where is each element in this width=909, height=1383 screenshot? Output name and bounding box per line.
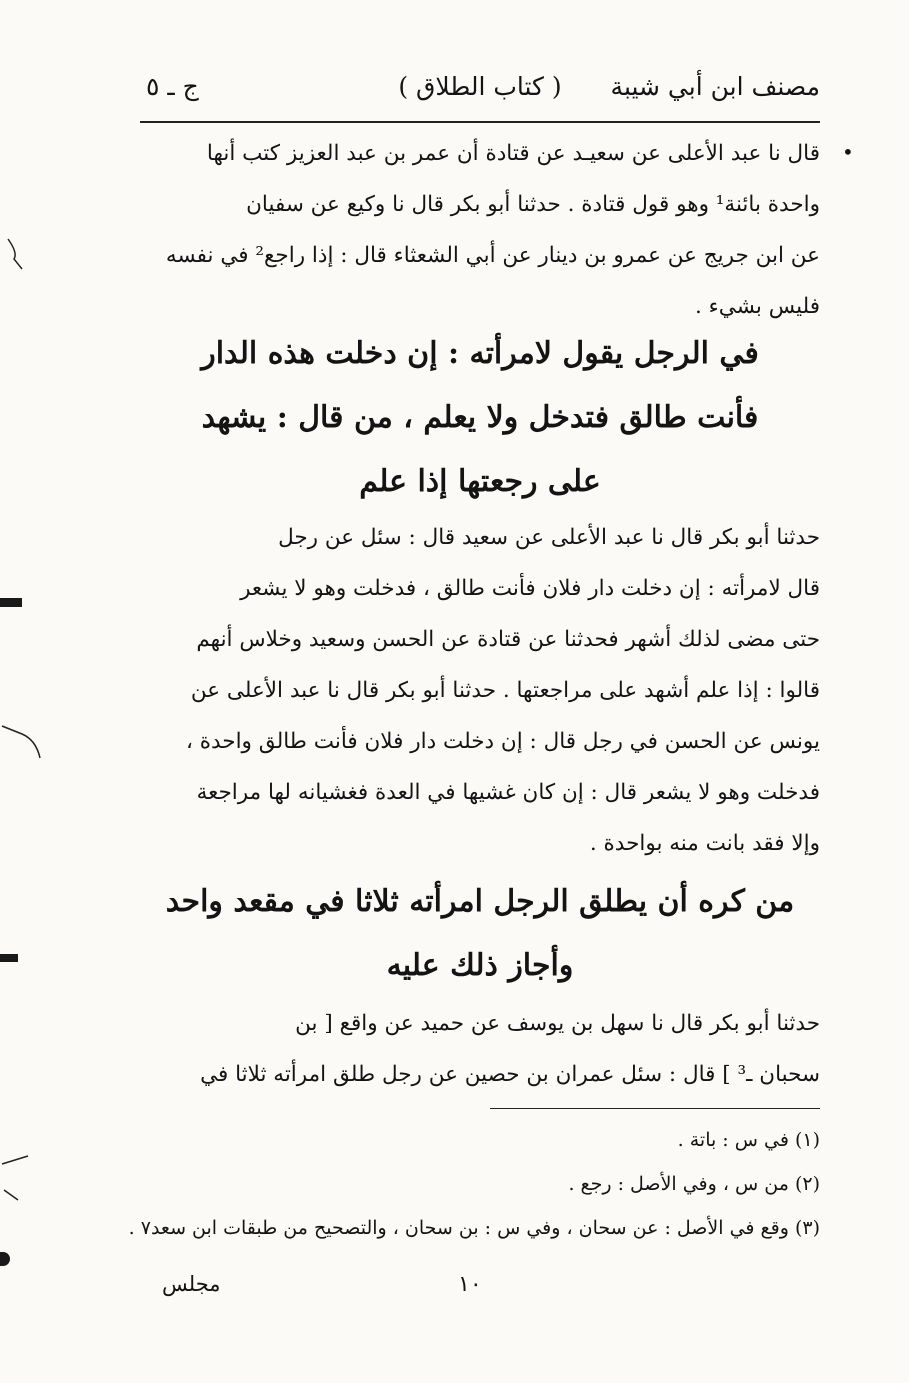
paragraph-1: [140, 128, 820, 332]
heading-line: في الرجل يقول لامرأته : إن دخلت هذه الدار: [201, 336, 759, 371]
text-line: سحبان ـ³ ] قال : سئل عمران بن حصين عن رجل طلق امرأته ثلاثا في: [200, 1062, 820, 1087]
text-line: قال لامرأته : إن دخلت دار فلان فأنت طالق ، فدخلت وهو لا يشعر: [240, 576, 820, 601]
scan-mark: [0, 598, 22, 607]
text-line: حدثنا أبو بكر قال نا سهل بن يوسف عن حميد عن واقع [ بن: [295, 1011, 820, 1036]
text-line: واحدة بائنة¹ وهو قول قتادة . حدثنا أبو بكر قال نا وكيع عن سفيان: [246, 192, 820, 217]
scan-mark: [0, 954, 18, 962]
page-number: ١٠: [458, 1272, 482, 1297]
footnote-3: (٣) وقع في الأصل : عن سحان ، وفي س : بن سحان ، والتصحيح من طبقات ابن سعد٧ .: [128, 1217, 820, 1239]
paragraph-2: [140, 512, 820, 869]
paragraph-3: [140, 998, 820, 1100]
text-line: عن ابن جريج عن عمرو بن دينار عن أبي الشعثاء قال : إذا راجع² في نفسه: [165, 243, 820, 268]
margin-scratch-icon: [0, 1150, 40, 1210]
text-line: يونس عن الحسن في رجل قال : إن دخلت دار فلان فأنت طالق واحدة ،: [185, 729, 820, 754]
scan-mark: [0, 1252, 10, 1266]
section-heading-2: [140, 870, 820, 998]
text-line: قال نا عبد الأعلى عن سعيـد عن قتادة أن عمر بن عبد العزيز كتب أنها: [206, 141, 820, 166]
volume-number: ج ـ ٥: [146, 72, 199, 101]
chapter-title: ( كتاب الطلاق ): [398, 72, 562, 101]
margin-bullet-icon: •: [842, 140, 854, 164]
header-rule: [140, 121, 820, 123]
running-header: [140, 62, 820, 112]
text-line: حدثنا أبو بكر قال نا عبد الأعلى عن سعيد قال : سئل عن رجل: [278, 525, 820, 550]
text-line: فدخلت وهو لا يشعر قال : إن كان غشيها في العدة فغشيانه لها مراجعة: [196, 780, 820, 805]
heading-line: فأنت طالق فتدخل ولا يعلم ، من قال : يشهد: [201, 400, 759, 435]
text-line: وإلا فقد بانت منه بواحدة .: [589, 831, 820, 856]
heading-line: من كره أن يطلق الرجل امرأته ثلاثا في مقعد واحد: [165, 884, 795, 919]
catchword: مجلس: [162, 1272, 221, 1296]
text-line: قالوا : إذا علم أشهد على مراجعتها . حدثنا أبو بكر قال نا عبد الأعلى عن: [190, 678, 820, 703]
heading-line: على رجعتها إذا علم: [359, 464, 601, 499]
heading-line: وأجاز ذلك عليه: [386, 948, 574, 983]
margin-scratch-icon: [0, 235, 40, 275]
margin-scratch-icon: [0, 720, 50, 770]
book-title: مصنف ابن أبي شيبة: [610, 72, 820, 101]
text-line: حتى مضى لذلك أشهر فحدثنا عن قتادة عن الحسن وسعيد وخلاس أنهم: [196, 627, 820, 652]
footnotes: [128, 1118, 820, 1250]
section-heading-1: [140, 322, 820, 514]
footnote-1: (١) في س : باتة .: [677, 1129, 820, 1151]
footnote-2: (٢) من س ، وفي الأصل : رجع .: [568, 1173, 820, 1195]
text-line: فليس بشيء .: [695, 294, 820, 319]
footnote-rule: [490, 1108, 820, 1109]
